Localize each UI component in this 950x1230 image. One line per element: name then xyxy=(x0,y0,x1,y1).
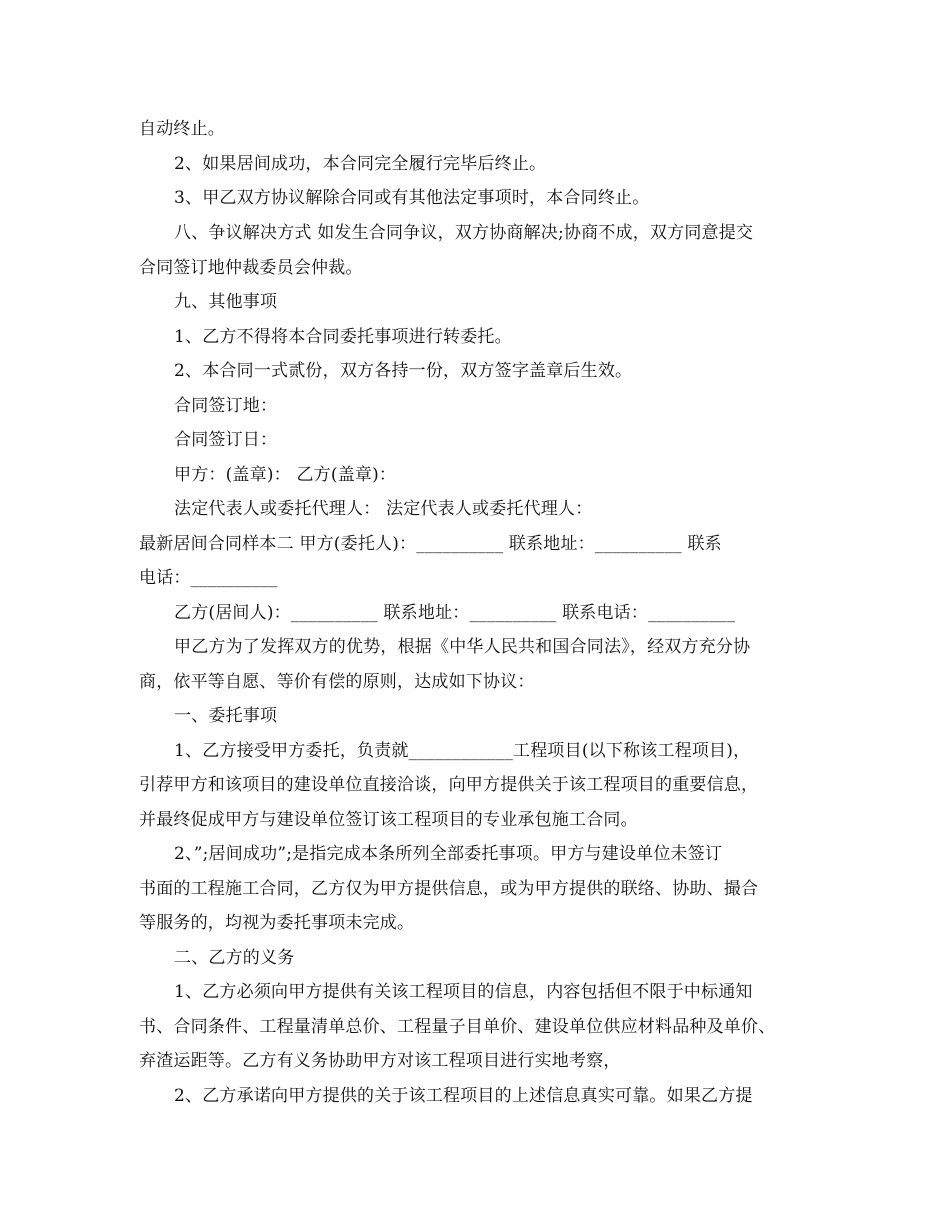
party-seal-line: 甲方：(盖章)： 乙方(盖章)： xyxy=(174,465,397,485)
signing-place-line: 合同签订地： xyxy=(174,396,278,416)
section-heading: 一、委托事项 xyxy=(174,706,278,726)
text-line: 合同签订地仲裁委员会仲裁。 xyxy=(139,258,363,278)
party-a-info-line: 最新居间合同样本二 甲方(委托人)：__________ 联系地址：__________ 联系 xyxy=(139,534,722,554)
signing-date-line: 合同签订日： xyxy=(174,430,278,450)
section-heading: 九、其他事项 xyxy=(174,292,278,312)
party-b-info-line: 乙方(居间人)：__________ 联系地址：__________ 联系电话：__________ xyxy=(174,603,736,623)
text-line: 甲乙方为了发挥双方的优势，根据《中华人民共和国合同法》，经双方充分协 xyxy=(174,637,751,657)
text-line: 书、合同条件、工程量清单总价、工程量子目单价、建设单位供应材料品种及单价、 xyxy=(139,1017,776,1037)
text-line: 3、甲乙双方协议解除合同或有其他法定事项时，本合同终止。 xyxy=(174,188,650,208)
text-line: 电话：__________ xyxy=(139,568,278,588)
text-line: 2、如果居间成功，本合同完全履行完毕后终止。 xyxy=(174,154,547,174)
text-line: 2、乙方承诺向甲方提供的关于该工程项目的上述信息真实可靠。如果乙方提 xyxy=(174,1086,753,1106)
section-heading: 二、乙方的义务 xyxy=(174,948,295,968)
text-line: 书面的工程施工合同，乙方仅为甲方提供信息，或为甲方提供的联络、协助、撮合 xyxy=(139,879,759,899)
text-line: 等服务的，均视为委托事项未完成。 xyxy=(139,913,415,933)
text-line: 弃渣运距等。乙方有义务协助甲方对该工程项目进行实地考察， xyxy=(139,1051,621,1071)
text-line: 商，依平等自愿、等价有偿的原则，达成如下协议： xyxy=(139,672,535,692)
text-line: 并最终促成甲方与建设单位签订该工程项目的专业承包施工合同。 xyxy=(139,810,638,830)
text-line: 2、本合同一式贰份，双方各持一份，双方签字盖章后生效。 xyxy=(174,361,633,381)
text-line: 引荐甲方和该项目的建设单位直接洽谈，向甲方提供关于该工程项目的重要信息， xyxy=(139,775,759,795)
text-line: 自动终止。 xyxy=(139,119,225,139)
text-line: 2、”;居间成功”;是指完成本条所列全部委托事项。甲方与建设单位未签订 xyxy=(174,844,723,864)
text-line: 八、争议解决方式 如发生合同争议，双方协商解决;协商不成，双方同意提交 xyxy=(174,223,754,243)
text-line: 1、乙方不得将本合同委托事项进行转委托。 xyxy=(174,327,512,347)
representative-line: 法定代表人或委托代理人： 法定代表人或委托代理人： xyxy=(174,499,593,519)
text-line: 1、乙方接受甲方委托，负责就____________工程项目(以下称该工程项目)， xyxy=(174,741,751,761)
text-line: 1、乙方必须向甲方提供有关该工程项目的信息，内容包括但不限于中标通知 xyxy=(174,982,753,1002)
